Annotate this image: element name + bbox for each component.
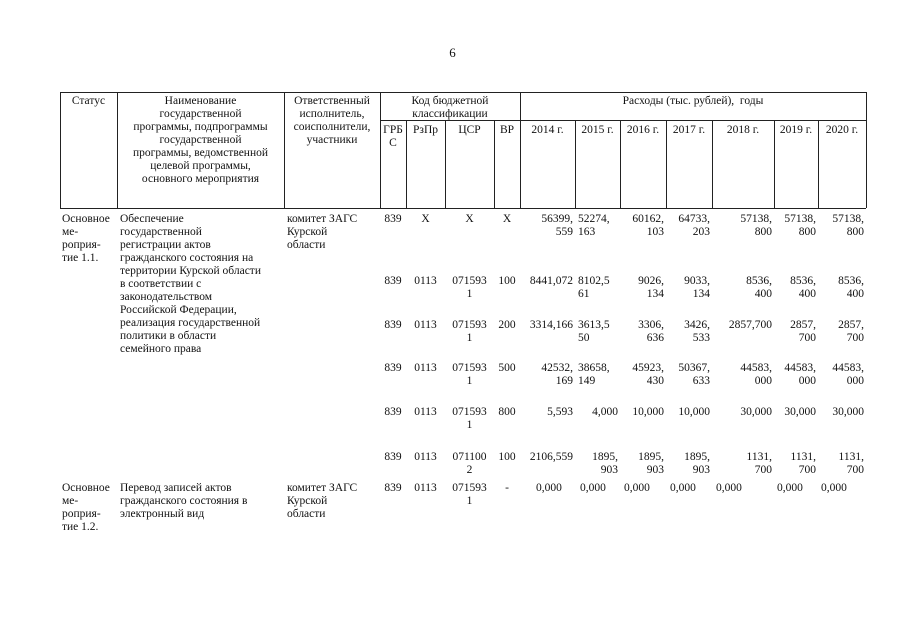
cell-value: 38658, 149 xyxy=(578,362,610,387)
cell-value: 2857,700 xyxy=(728,319,772,331)
cell-rzpr: 0113 xyxy=(414,482,437,494)
cell-vr: 100 xyxy=(498,275,516,287)
cell-value: 0,000 xyxy=(624,482,650,494)
cell-value: 64733, 203 xyxy=(678,213,710,238)
cell-value: 0,000 xyxy=(536,482,562,494)
cell-value: 1895, 903 xyxy=(592,451,618,476)
section-executor: комитет ЗАГС Курской области xyxy=(287,482,358,520)
section-name: Перевод записей актов гражданского состояния в электронный вид xyxy=(120,482,248,520)
cell-vr: 500 xyxy=(498,362,516,374)
cell-value: 57138, 800 xyxy=(740,213,772,238)
cell-vr: 800 xyxy=(498,406,516,418)
cell-value: 44583, 000 xyxy=(832,362,864,387)
cell-vr: 100 xyxy=(498,451,516,463)
section-executor: комитет ЗАГС Курской области xyxy=(287,213,358,251)
cell-value: 9033, 134 xyxy=(684,275,710,300)
header-year: 2018 г. xyxy=(726,124,760,136)
cell-value: 8536, 400 xyxy=(838,275,864,300)
cell-value: 1895, 903 xyxy=(684,451,710,476)
cell-grbs: 839 xyxy=(384,362,402,374)
section-status: Основное ме- роприя- тие 1.1. xyxy=(62,213,110,264)
header-year: 2020 г. xyxy=(825,124,859,136)
cell-value: 10,000 xyxy=(678,406,710,418)
col-line xyxy=(866,92,867,208)
cell-csr: Х xyxy=(465,213,474,225)
expenses-header-divider xyxy=(520,120,866,121)
cell-value: 3306, 636 xyxy=(638,319,664,344)
cell-value: 8536, 400 xyxy=(746,275,772,300)
cell-value: 3426, 533 xyxy=(684,319,710,344)
cell-rzpr: 0113 xyxy=(414,319,437,331)
cell-csr: 071593 1 xyxy=(452,319,487,344)
cell-value: 57138, 800 xyxy=(832,213,864,238)
header-status: Статус xyxy=(71,95,106,107)
cell-value: 2106,559 xyxy=(529,451,573,463)
cell-vr: Х xyxy=(502,213,512,225)
cell-value: 3613,5 50 xyxy=(578,319,610,344)
cell-value: 0,000 xyxy=(580,482,606,494)
cell-grbs: 839 xyxy=(384,319,402,331)
header-year: 2016 г. xyxy=(626,124,660,136)
cell-value: 44583, 000 xyxy=(740,362,772,387)
cell-value: 10,000 xyxy=(632,406,664,418)
header-executor: Ответственный исполнитель, соисполнители, участники xyxy=(293,95,371,146)
cell-vr: - xyxy=(505,482,509,494)
header-expenses: Расходы (тыс. рублей), годы xyxy=(622,95,764,107)
cell-value: 0,000 xyxy=(716,482,742,494)
cell-value: 45923, 430 xyxy=(632,362,664,387)
cell-rzpr: Х xyxy=(421,213,430,225)
cell-value: 1131, 700 xyxy=(838,451,864,476)
header-year: 2019 г. xyxy=(779,124,813,136)
cell-csr: 071593 1 xyxy=(452,406,487,431)
col-line xyxy=(60,92,61,208)
cell-value: 30,000 xyxy=(784,406,816,418)
header-vr: ВР xyxy=(499,124,515,136)
header-year: 2014 г. xyxy=(531,124,564,136)
header-year: 2015 г. xyxy=(581,124,614,136)
cell-value: 5,593 xyxy=(547,406,573,418)
header-bottom-border xyxy=(60,208,866,209)
cell-value: 1895, 903 xyxy=(638,451,664,476)
cell-value: 30,000 xyxy=(832,406,864,418)
cell-value: 60162, 103 xyxy=(632,213,664,238)
cell-rzpr: 0113 xyxy=(414,451,437,463)
cell-value: 9026, 134 xyxy=(638,275,664,300)
cell-value: 44583, 000 xyxy=(784,362,816,387)
cell-grbs: 839 xyxy=(384,275,402,287)
cell-rzpr: 0113 xyxy=(414,362,437,374)
header-name: Наименование государственной программы, подпрограммы государственной программы, ведомственной целевой программы, основного мероприятия xyxy=(132,95,269,185)
cell-value: 52274, 163 xyxy=(578,213,610,238)
cell-grbs: 839 xyxy=(384,451,402,463)
cell-value: 42532, 169 xyxy=(541,362,573,387)
cell-value: 2857, 700 xyxy=(838,319,864,344)
cell-csr: 071593 1 xyxy=(452,275,487,300)
header-csr: ЦСР xyxy=(458,124,481,136)
cell-value: 8102,5 61 xyxy=(578,275,610,300)
header-budget-code: Код бюджетной классификации xyxy=(411,95,489,120)
header-grbs: ГРБ С xyxy=(383,124,403,149)
cell-vr: 200 xyxy=(498,319,516,331)
cell-value: 4,000 xyxy=(592,406,618,418)
cell-value: 30,000 xyxy=(740,406,772,418)
cell-grbs: 839 xyxy=(384,213,402,225)
cell-value: 8441,072 xyxy=(529,275,573,287)
cell-value: 1131, 700 xyxy=(746,451,772,476)
cell-rzpr: 0113 xyxy=(414,406,437,418)
header-rzpr: РзПр xyxy=(413,124,438,136)
cell-grbs: 839 xyxy=(384,406,402,418)
page-number: 6 xyxy=(449,45,456,60)
section-status: Основное ме- роприя- тие 1.2. xyxy=(62,482,110,533)
cell-value: 3314,166 xyxy=(529,319,573,331)
cell-value: 1131, 700 xyxy=(790,451,816,476)
cell-csr: 071593 1 xyxy=(452,362,487,387)
cell-value: 0,000 xyxy=(777,482,803,494)
section-name: Обеспечение государственной регистрации актов гражданского состояния на территории Курской области в соответствии с законодательством Российской Федерации, реализация государственной политики в области семейного права xyxy=(120,213,261,355)
header-year: 2017 г. xyxy=(672,124,706,136)
cell-value: 2857, 700 xyxy=(790,319,816,344)
cell-csr: 071100 2 xyxy=(452,451,487,476)
cell-value: 50367, 633 xyxy=(678,362,710,387)
table-top-border xyxy=(60,92,866,93)
cell-grbs: 839 xyxy=(384,482,402,494)
cell-csr: 071593 1 xyxy=(452,482,487,507)
cell-rzpr: 0113 xyxy=(414,275,437,287)
cell-value: 0,000 xyxy=(670,482,696,494)
cell-value: 8536, 400 xyxy=(790,275,816,300)
cell-value: 0,000 xyxy=(821,482,847,494)
cell-value: 57138, 800 xyxy=(784,213,816,238)
col-line xyxy=(520,92,521,208)
cell-value: 56399, 559 xyxy=(541,213,573,238)
